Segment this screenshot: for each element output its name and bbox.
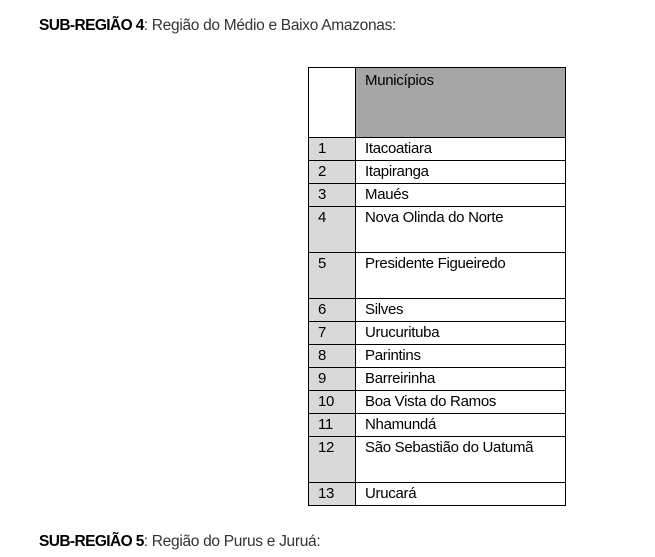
table-row — [309, 414, 566, 437]
row-number: 10 — [309, 391, 356, 414]
row-number: 2 — [309, 161, 356, 184]
row-number: 12 — [309, 437, 356, 483]
table-row — [309, 345, 566, 368]
row-municipality: Boa Vista do Ramos — [356, 391, 566, 414]
row-number: 9 — [309, 368, 356, 391]
subregion-5-heading — [39, 533, 320, 551]
row-number: 3 — [309, 184, 356, 207]
row-number: 1 — [309, 138, 356, 161]
row-number: 4 — [309, 207, 356, 253]
row-number: 5 — [309, 253, 356, 299]
table-row — [309, 437, 566, 483]
subregion-4-heading — [39, 17, 396, 35]
row-municipality: Presidente Figueiredo — [356, 253, 566, 299]
row-number: 8 — [309, 345, 356, 368]
row-municipality: Parintins — [356, 345, 566, 368]
row-number: 13 — [309, 483, 356, 506]
row-municipality: Urucará — [356, 483, 566, 506]
table-row — [309, 207, 566, 253]
table-row — [309, 299, 566, 322]
row-municipality: Maués — [356, 184, 566, 207]
subregion-5-title: : Região do Purus e Juruá: — [143, 533, 321, 550]
row-municipality: Barreirinha — [356, 368, 566, 391]
subregion-4-label: SUB-REGIÃO 4 — [39, 17, 144, 34]
table-header-row — [309, 68, 566, 138]
table-row — [309, 253, 566, 299]
table-row — [309, 138, 566, 161]
table-row — [309, 161, 566, 184]
row-municipality: Silves — [356, 299, 566, 322]
row-municipality: Urucurituba — [356, 322, 566, 345]
header-municipios-cell: Municípios — [356, 68, 566, 138]
row-number: 7 — [309, 322, 356, 345]
row-municipality: São Sebastião do Uatumã — [356, 437, 566, 483]
row-municipality: Itapiranga — [356, 161, 566, 184]
row-municipality: Nhamundá — [356, 414, 566, 437]
row-municipality: Itacoatiara — [356, 138, 566, 161]
table-row — [309, 368, 566, 391]
subregion-4-title: : Região do Médio e Baixo Amazonas: — [143, 17, 397, 34]
municipalities-table — [308, 67, 566, 506]
table-row — [309, 391, 566, 414]
subregion-5-label: SUB-REGIÃO 5 — [39, 533, 144, 550]
row-municipality: Nova Olinda do Norte — [356, 207, 566, 253]
table-row — [309, 483, 566, 506]
table-row — [309, 184, 566, 207]
header-number-cell — [309, 68, 356, 138]
table-row — [309, 322, 566, 345]
row-number: 6 — [309, 299, 356, 322]
row-number: 11 — [309, 414, 356, 437]
